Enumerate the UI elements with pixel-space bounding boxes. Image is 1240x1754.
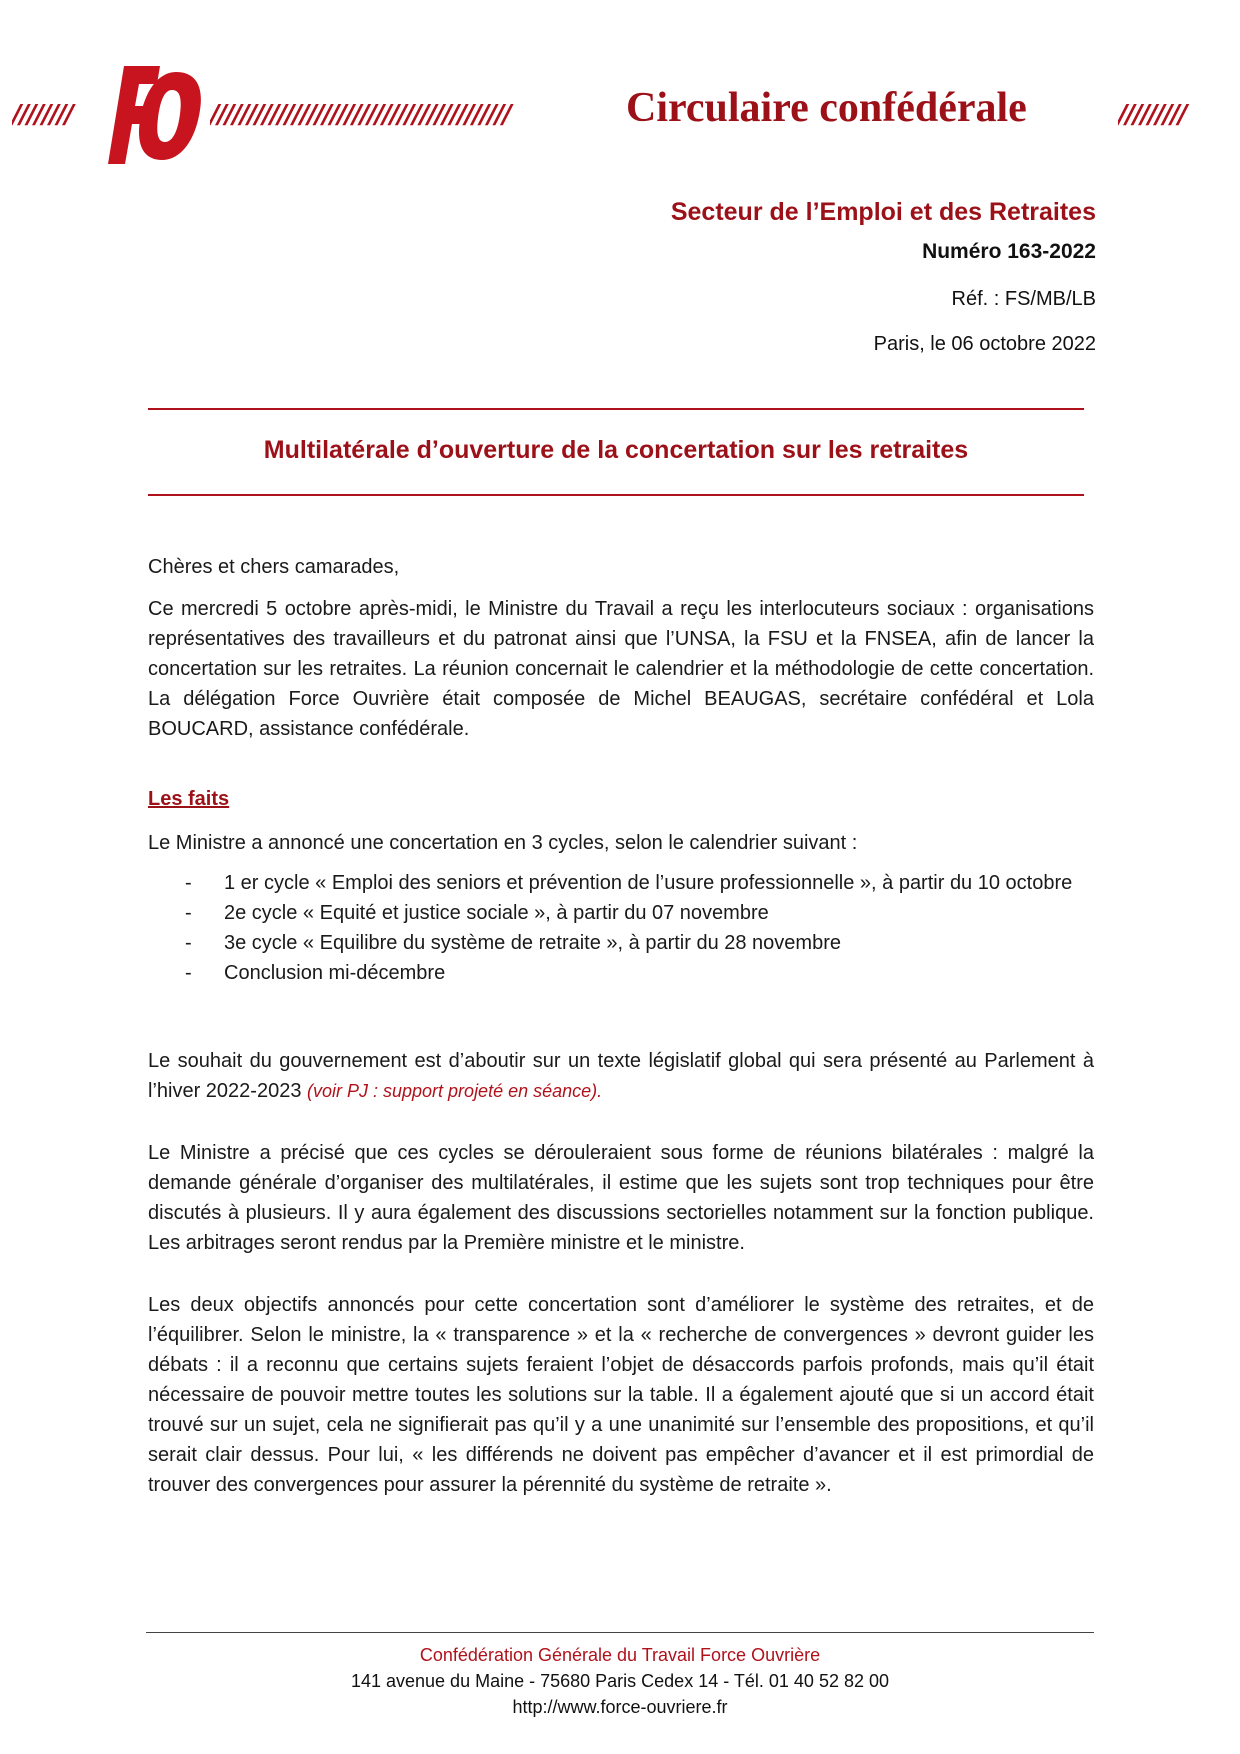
footer-address: 141 avenue du Maine - 75680 Paris Cedex 14 - Tél. 01 40 52 82 00 <box>350 1671 890 1691</box>
title-rule-bottom <box>148 494 1084 496</box>
list-item-text: 3e cycle « Equilibre du système de retraite », à partir du 28 novembre <box>224 932 841 954</box>
paragraph-intro <box>148 594 1094 744</box>
list-item-text: 2e cycle « Equité et justice sociale », à partir du 07 novembre <box>224 902 769 924</box>
paragraph-bilateral <box>148 1138 1094 1258</box>
sector-heading: Secteur de l’Emploi et des Retraites <box>670 198 1096 226</box>
greeting-text: Chères et chers camarades, <box>148 556 400 578</box>
list-item <box>148 898 1094 928</box>
list-dash: - <box>185 932 192 954</box>
paragraph-intro-text: Ce mercredi 5 octobre après-midi, le Ministre du Travail a reçu les interlocuteurs sociaux : organisations représentatives des travailleurs et du patronat ainsi que l’UNSA, la FSU et la FNSEA, afin de lancer la concertation sur les retraites. La réunion concernait le calendrier et la méthodologie de cette concertation. La délégation Force Ouvrière était composée de Michel BEAUGAS, secrétaire confédéral et Lola BOUCARD, assistance confédérale. <box>148 598 1094 740</box>
paragraph-objectives <box>148 1290 1094 1500</box>
title-rule-top <box>148 408 1084 410</box>
list-item <box>148 958 1094 988</box>
footer-divider <box>146 1632 1094 1633</box>
footer-organization: Confédération Générale du Travail Force Ouvrière <box>419 1645 821 1665</box>
greeting <box>148 552 1094 582</box>
footer-website-link[interactable]: http://www.force-ouvriere.fr <box>512 1697 728 1717</box>
list-dash: - <box>185 872 192 894</box>
section-heading: Les faits <box>148 788 230 810</box>
list-item-text: Conclusion mi-décembre <box>224 962 446 984</box>
hatch-decoration-left: //////// <box>12 100 72 130</box>
cycle-list <box>148 868 1094 988</box>
list-dash: - <box>185 962 192 984</box>
paragraph-bilateral-text: Le Ministre a précisé que ces cycles se dérouleraient sous forme de réunions bilatérales : malgré la demande générale d’organiser des multilatérales, il estime que les sujets sont trop techniques pour être discutés à plusieurs. Il y aura également des discussions sectorielles notamment sur la fonction publique. Les arbitrages seront rendus par la Première ministre et le ministre. <box>148 1142 1094 1254</box>
hatch-decoration-middle: //////////////////////////////////////// <box>210 100 510 130</box>
paragraph-calendar-intro <box>148 828 1094 858</box>
circular-number: Numéro 163-2022 <box>922 240 1096 263</box>
circulaire-title: Circulaire confédérale <box>626 85 1027 131</box>
hatch-decoration-right: ///////// <box>1118 100 1186 130</box>
list-item <box>148 868 1094 898</box>
list-item-text: 1 er cycle « Emploi des seniors et prévention de l’usure professionnelle », à partir du 10 octobre <box>224 872 1073 894</box>
attachment-note: (voir PJ : support projeté en séance). <box>307 1081 603 1101</box>
fo-logo-graphic <box>94 60 206 168</box>
document-title: Multilatérale d’ouverture de la concertation sur les retraites <box>263 436 969 464</box>
list-item <box>148 928 1094 958</box>
paragraph-legislation-text: Le souhait du gouvernement est d’aboutir sur un texte législatif global qui sera présenté au Parlement à l’hiver 2022-2023 <box>148 1050 1094 1102</box>
list-dash: - <box>185 902 192 924</box>
date-line: Paris, le 06 octobre 2022 <box>873 333 1096 355</box>
paragraph-objectives-text: Les deux objectifs annoncés pour cette concertation sont d’améliorer le système des retraites, et de l’équilibrer. Selon le ministre, la « transparence » et la « recherche de convergences » devront guider les débats : il a reconnu que certains sujets feraient l’objet de désaccords parfois profonds, mais qu’il était nécessaire de pouvoir mettre toutes les solutions sur la table. Il a également ajouté que si un accord était trouvé sur un sujet, cela ne signifierait pas qu’il y a une unanimité sur l’ensemble des propositions, et qu’il serait clair dessus. Pour lui, « les différends ne doivent pas empêcher d’avancer et il est primordial de trouver des convergences pour assurer la pérennité du système de retraite ». <box>148 1294 1094 1496</box>
reference: Réf. : FS/MB/LB <box>951 288 1096 310</box>
paragraph-calendar-intro-text: Le Ministre a annoncé une concertation en 3 cycles, selon le calendrier suivant : <box>148 832 858 854</box>
paragraph-legislation <box>148 1046 1094 1106</box>
fo-logo <box>94 60 206 168</box>
letterhead <box>0 60 1240 170</box>
